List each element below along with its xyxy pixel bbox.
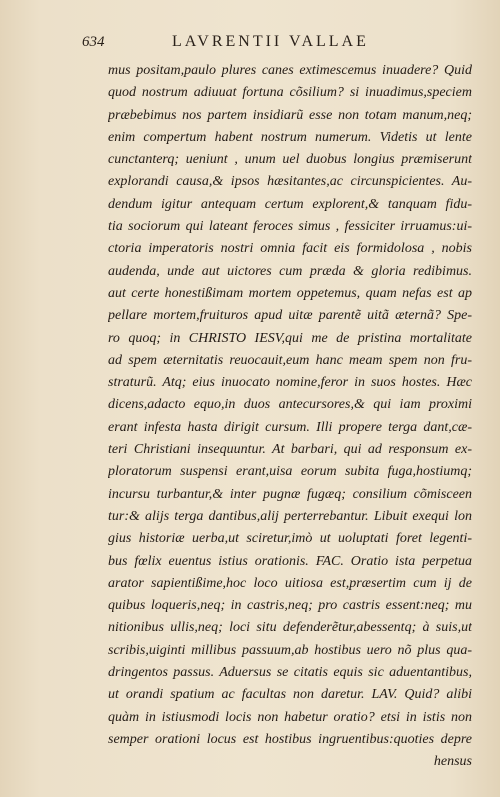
text-line: ro quoq; in CHRISTO IESV,qui me de pristina mortalitate [108,330,472,346]
text-line: pellare mortem,fruituros apud uitæ parentẽ uitã æternã? Spe- [108,308,472,324]
text-line: tur:& alijs terga dantibus,alij perterrebantur. Libuit exequi lon [108,508,472,524]
text-line: explorandi causa,& ipsos hæsitantes,ac circunspicientes. Au- [108,174,472,190]
text-line: enim compertum habent nostrum numerum. Videtis ut lente [108,129,472,145]
body-text [108,60,472,774]
text-line: quod nostrum adiuuat fortuna cõsilium? si inuadimus,speciem [108,85,472,101]
text-line: tia sociorum qui lateant feroces simus , fessiciter irruamus:ui- [108,219,472,235]
text-line: ctoria imperatoris nostri omnia facit eis formidolosa , nobis [108,241,472,257]
text-line: straturũ. Atq; eius inuocato nomine,feror in suos hostes. Hæc [108,375,472,391]
text-line: incursu turbantur,& inter pugnæ fugæq; consilium cõmisceen [108,486,472,502]
text-line: ploratorum suspensi erant,uisa eorum subita fuga,hostiumq; [108,464,472,480]
text-line: nitionibus ullis,neq; loci situ defenderẽtur,abessentq; à suis,ut [108,620,472,636]
text-line: quàm in istiusmodi locis non habetur oratio? etsi in istis non [108,709,472,725]
text-line: erant infesta hasta dirigit cursum. Illi propere terga dant,cæ- [108,419,472,435]
page-number: 634 [82,34,105,50]
text-line: ut orandi spatium ac facultas non daretur. LAV. Quid? alibi [108,687,472,703]
text-line: teri Christiani insequuntur. At barbari, qui ad responsum ex- [108,442,472,458]
text-line: arator sapientißime,hoc loco uitiosa est,præsertim cum ij de [108,575,472,591]
text-line: gius historiæ uerba,ut sciretur,imò ut uoluptati foret legenti- [108,531,472,547]
text-line: bus fœlix euentus istius orationis. FAC. Oratio ista perpetua [108,553,472,569]
text-line: quibus loqueris,neq; in castris,neq; pro castris essent:neq; mu [108,598,472,614]
text-line: dendum igitur antequam certum explorent,& tanquam fidu- [108,196,472,212]
text-line: præbebimus nos partem insidiarũ esse non totam manum,neq; [108,107,472,123]
text-line: hensus [433,754,472,770]
page-header [82,34,472,56]
text-line: aut certe honestißimam mortem oppetemus, quam nefas est ap [108,285,472,301]
text-line: mus positam,paulo plures canes extimescemus inuadere? Quid [108,63,472,78]
text-line: cunctanterq; ueniunt , unum uel duobus longius præmiserunt [108,152,472,168]
text-line: semper orationi locus est hostibus ingruentibus:quoties depre [108,731,472,747]
text-line: dicens,adacto equo,in duos antecursores,& qui iam proximi [108,397,472,413]
text-line: ad spem æternitatis reuocauit,eum hanc meam spem non fru- [108,352,472,368]
text-line: audenda, unde aut uictores cum præda & gloria redibimus. [108,263,472,279]
running-head: LAVRENTII VALLAE [172,33,369,50]
text-line: scribis,uiginti millibus passuum,ab hostibus uero nõ plus qua- [108,642,472,658]
text-line: dringentos passus. Aduersus se citatis equis sic aduentantibus, [108,665,472,681]
